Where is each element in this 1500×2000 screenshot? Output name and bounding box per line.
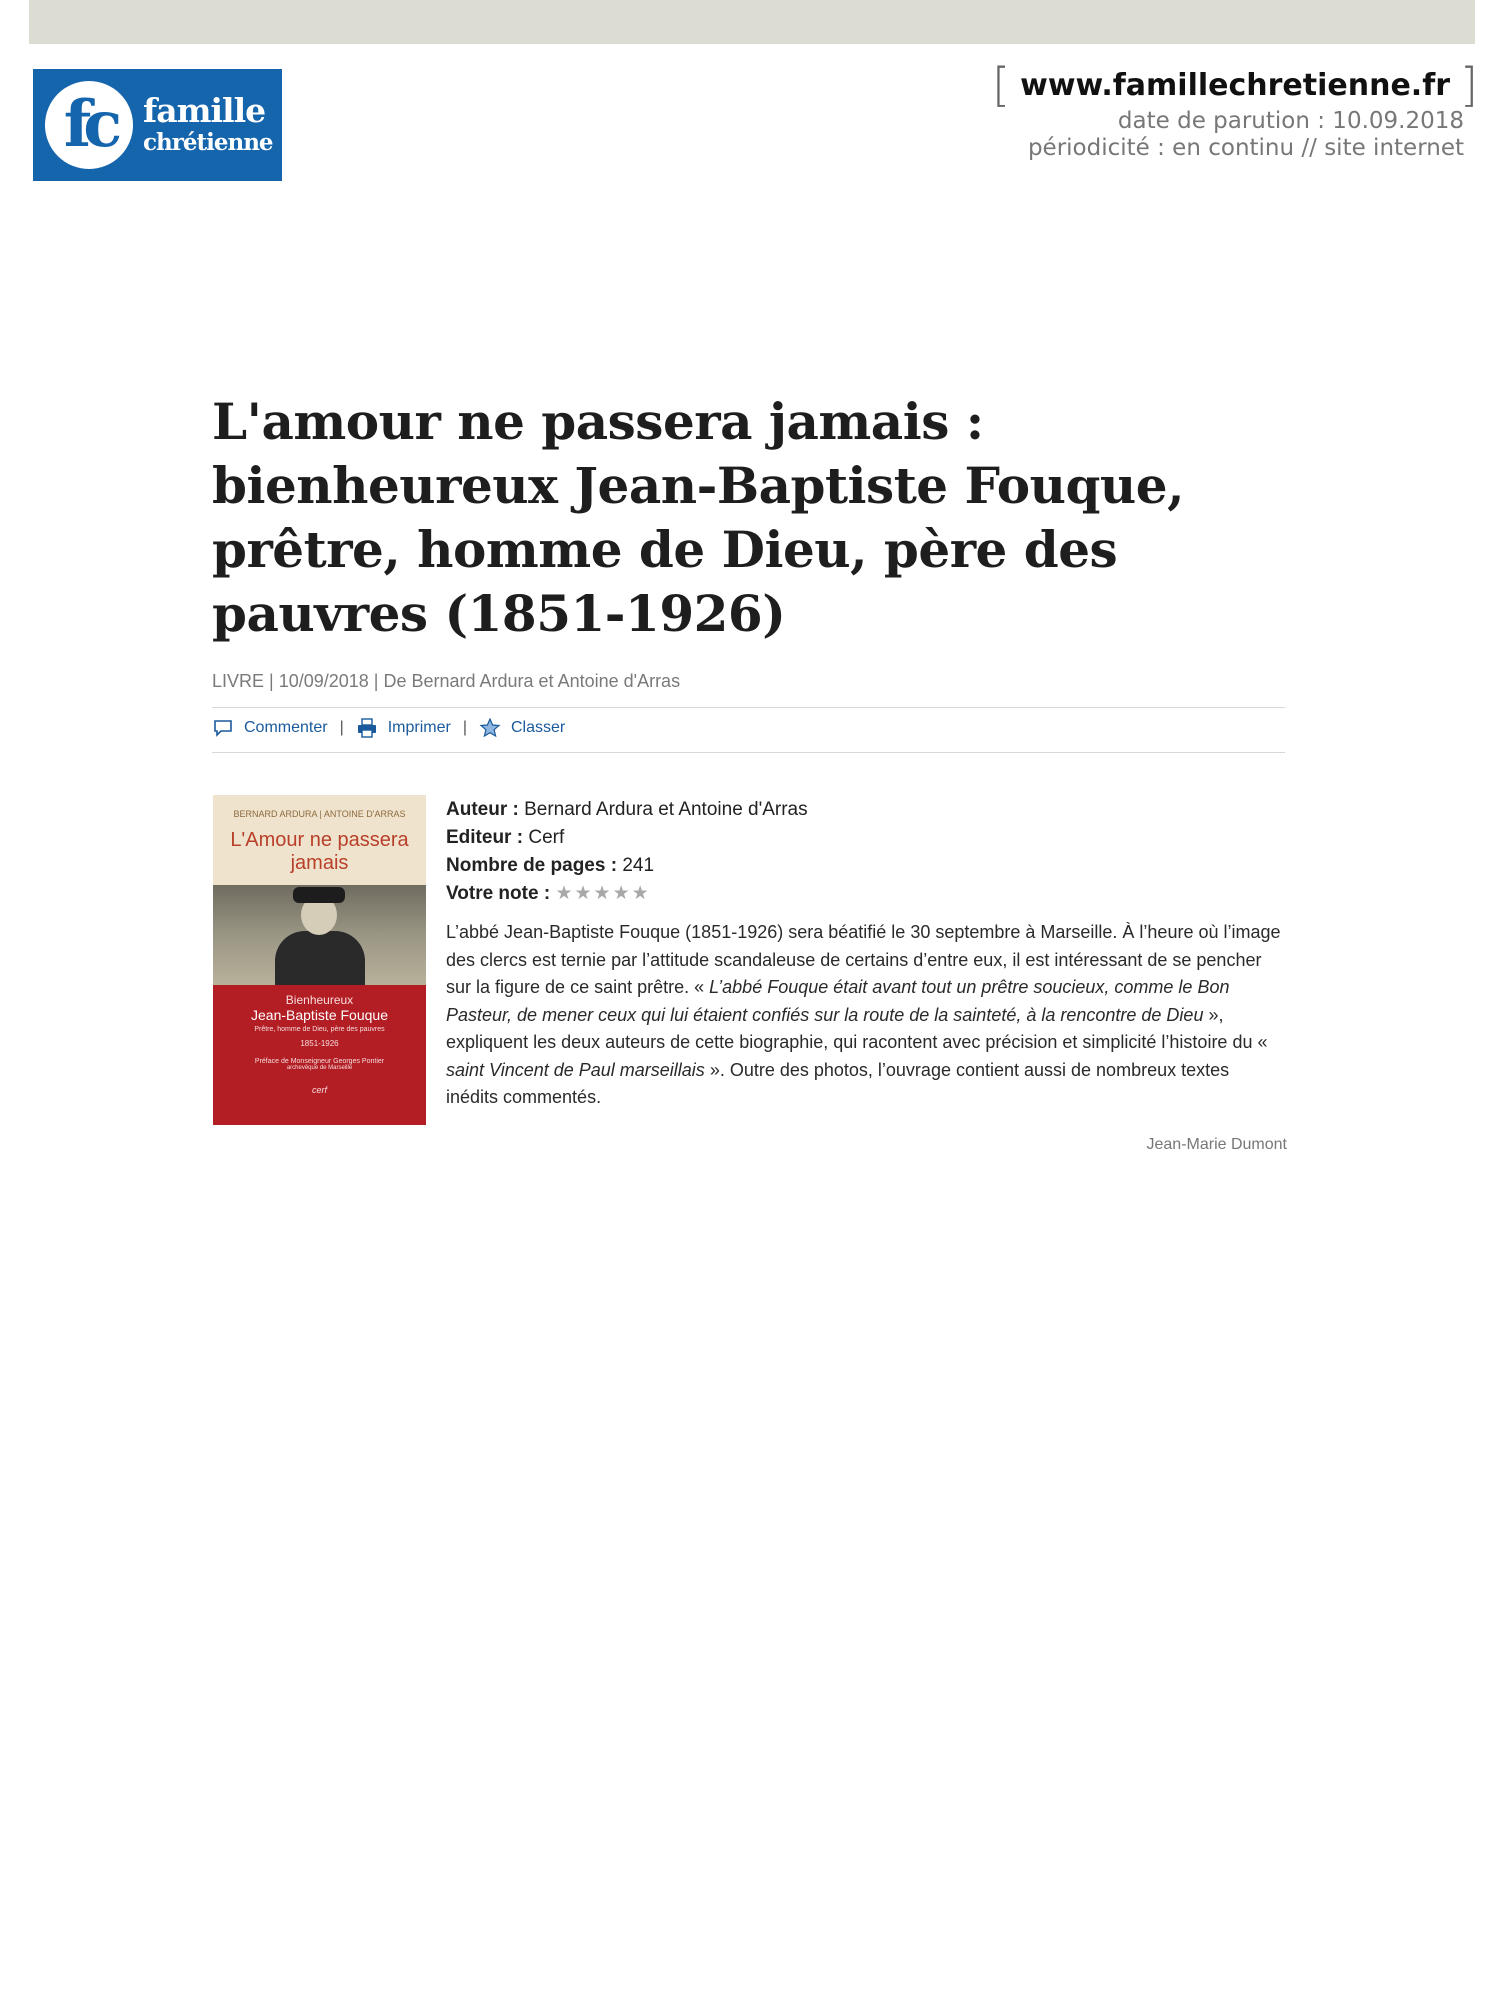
separator: | bbox=[462, 719, 467, 736]
body-text-2: », expliquent les deux auteurs de cette biographie, qui racontent avec précision et simplicité l’histoire du « bbox=[446, 1004, 1268, 1052]
classify-label: Classer bbox=[511, 719, 566, 736]
logo-word-famille: famille bbox=[143, 91, 266, 130]
body-quote-2: saint Vincent de Paul marseillais bbox=[446, 1059, 705, 1080]
body-quote-1: L’abbé Fouque était avant tout un prêtre soucieux, comme le Bon Pasteur, de mener ceux qui lui étaient confiés sur la route de la sainteté, à la rencontre de Dieu bbox=[446, 977, 1230, 1025]
article-body bbox=[446, 919, 1286, 1112]
classify-button[interactable] bbox=[479, 718, 565, 738]
rating-row bbox=[446, 880, 808, 908]
publisher-value: Cerf bbox=[528, 827, 565, 848]
logo-mark: fc bbox=[63, 87, 115, 162]
author-row bbox=[446, 796, 808, 824]
press-url-row bbox=[992, 58, 1478, 112]
cover-name: Jean-Baptiste Fouque bbox=[251, 1007, 388, 1023]
portrait-body bbox=[275, 931, 365, 987]
pages-value: 241 bbox=[622, 855, 655, 876]
cover-publisher-logo: cerf bbox=[311, 1085, 327, 1095]
rating-star-icon[interactable]: ★ bbox=[593, 883, 611, 904]
body-text-1: L’abbé Jean-Baptiste Fouque (1851-1926) sera béatifié le 30 septembre à Marseille. À l’heure où l’image des clercs est ternie par l’attitude scandaleuse de certains d’entre eux, il est intéressant de se pencher sur la figure de ce saint prêtre. « bbox=[446, 922, 1281, 997]
cover-preface: Préface de Monseigneur Georges Pontier bbox=[254, 1058, 385, 1065]
publisher-row bbox=[446, 824, 808, 852]
divider-bottom bbox=[212, 752, 1285, 753]
left-bracket: [ bbox=[992, 58, 1011, 112]
press-header bbox=[992, 58, 1478, 162]
pages-row bbox=[446, 852, 808, 880]
famille-chretienne-logo[interactable] bbox=[33, 69, 282, 181]
cover-red-band bbox=[213, 985, 426, 1125]
publication-date: date de parution : 10.09.2018 bbox=[1117, 108, 1464, 134]
rating-label: Votre note : bbox=[446, 883, 551, 905]
book-cover bbox=[213, 795, 426, 1125]
publisher-label: Editeur : bbox=[446, 827, 524, 848]
right-bracket: ] bbox=[1460, 58, 1478, 112]
cover-portrait-photo bbox=[213, 885, 426, 985]
comment-label: Commenter bbox=[244, 719, 328, 736]
article-meta: LIVRE | 10/09/2018 | De Bernard Ardura et Antoine d'Arras bbox=[212, 671, 681, 691]
book-details bbox=[446, 796, 808, 908]
cover-subtitle: Bienheureux bbox=[285, 993, 354, 1007]
rating-star-icon[interactable]: ★ bbox=[631, 883, 649, 904]
cover-title: L'Amour ne passera jamais bbox=[230, 829, 409, 874]
article-actions bbox=[212, 718, 565, 738]
logo-word-chretienne: chrétienne bbox=[143, 129, 273, 156]
cover-preface-role: archevêque de Marseille bbox=[286, 1065, 353, 1071]
periodicity: périodicité : en continu // site internet bbox=[1027, 135, 1464, 161]
divider-top bbox=[212, 707, 1285, 708]
portrait-hat bbox=[293, 887, 345, 903]
print-label: Imprimer bbox=[387, 719, 451, 736]
body-text-3: ». Outre des photos, l’ouvrage contient aussi de nombreux textes inédits commentés. bbox=[446, 1059, 1230, 1107]
print-button[interactable] bbox=[356, 718, 451, 738]
cover-tagline: Prêtre, homme de Dieu, père des pauvres bbox=[254, 1026, 385, 1033]
cover-years: 1851-1926 bbox=[300, 1039, 339, 1048]
printer-icon bbox=[356, 718, 378, 738]
article-title: L'amour ne passera jamais : bienheureux Jean-Baptiste Fouque, prêtre, homme de Dieu, père des pauvres (1851-1926) bbox=[212, 392, 1185, 643]
article-byline: Jean-Marie Dumont bbox=[1146, 1136, 1287, 1153]
rating-star-icon[interactable]: ★ bbox=[555, 883, 573, 904]
press-url[interactable]: www.famillechretienne.fr bbox=[1020, 67, 1451, 103]
author-label: Auteur : bbox=[446, 799, 519, 820]
comment-button[interactable] bbox=[212, 718, 328, 738]
rating-star-icon[interactable]: ★ bbox=[574, 883, 592, 904]
rating-stars[interactable] bbox=[555, 880, 648, 908]
separator: | bbox=[339, 719, 344, 736]
star-plus-icon bbox=[479, 718, 501, 738]
pages-label: Nombre de pages : bbox=[446, 855, 618, 876]
rating-star-icon[interactable]: ★ bbox=[612, 883, 630, 904]
cover-authors: BERNARD ARDURA | ANTOINE D'ARRAS bbox=[233, 809, 406, 819]
comment-icon bbox=[212, 718, 234, 738]
top-banner bbox=[29, 0, 1475, 44]
author-value: Bernard Ardura et Antoine d'Arras bbox=[524, 799, 808, 820]
